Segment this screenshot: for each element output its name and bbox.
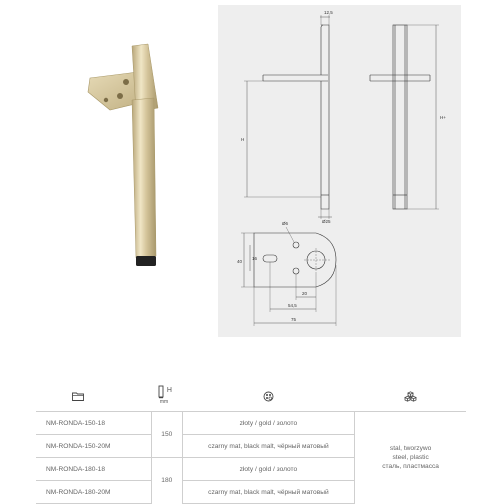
header-finish [182,383,355,412]
height-letter: H [166,387,172,394]
material-line-en: steel, plastic [392,454,429,462]
product-height: 150 [152,412,183,458]
header-height [152,383,183,412]
material-line-pl: stal, tworzywo [389,445,432,453]
drawing-svg [218,5,461,337]
product-finish: złoty / gold / золото [182,412,355,435]
product-finish: czarny mat, black malt, чёрный матовый [182,481,355,504]
product-code: NM-RONDA-180-18 [36,458,152,481]
product-code: NM-RONDA-150-18 [36,412,152,435]
dim-plate-height: 40 [237,259,243,264]
header-code [36,383,152,412]
spec-table [36,383,466,504]
table-row [36,412,466,435]
material-cubes-icon [404,391,417,402]
table-header-row [36,383,466,412]
height-unit: mm [159,399,169,405]
product-code: NM-RONDA-180-20M [36,481,152,504]
technical-drawing [218,5,461,337]
product-finish: czarny mat, black malt, чёрный матовый [182,435,355,458]
dim-offset-54: 54,5 [288,303,297,308]
product-height: 180 [152,458,183,504]
header-material [355,383,466,412]
dim-diameter: Ø25 [322,219,331,224]
side-leg-outline [321,25,329,209]
dim-height-h: H [241,137,245,142]
material-line-ru: сталь, пластмасса [382,463,439,471]
folder-icon [72,392,84,401]
dim-width-75: 75 [291,317,297,322]
product-photo [40,20,210,280]
dim-top-width: 12,5 [324,10,333,15]
color-swatch-icon [263,391,274,402]
dim-total-height: H+ [440,115,446,120]
height-icon [157,385,177,407]
product-material [355,412,466,504]
product-code: NM-RONDA-150-20M [36,435,152,458]
dim-offset-20: 20 [302,291,308,296]
dim-hole: Ø6 [282,221,289,226]
dim-hole-spacing: 16 [252,256,258,261]
product-finish: złoty / gold / золото [182,458,355,481]
